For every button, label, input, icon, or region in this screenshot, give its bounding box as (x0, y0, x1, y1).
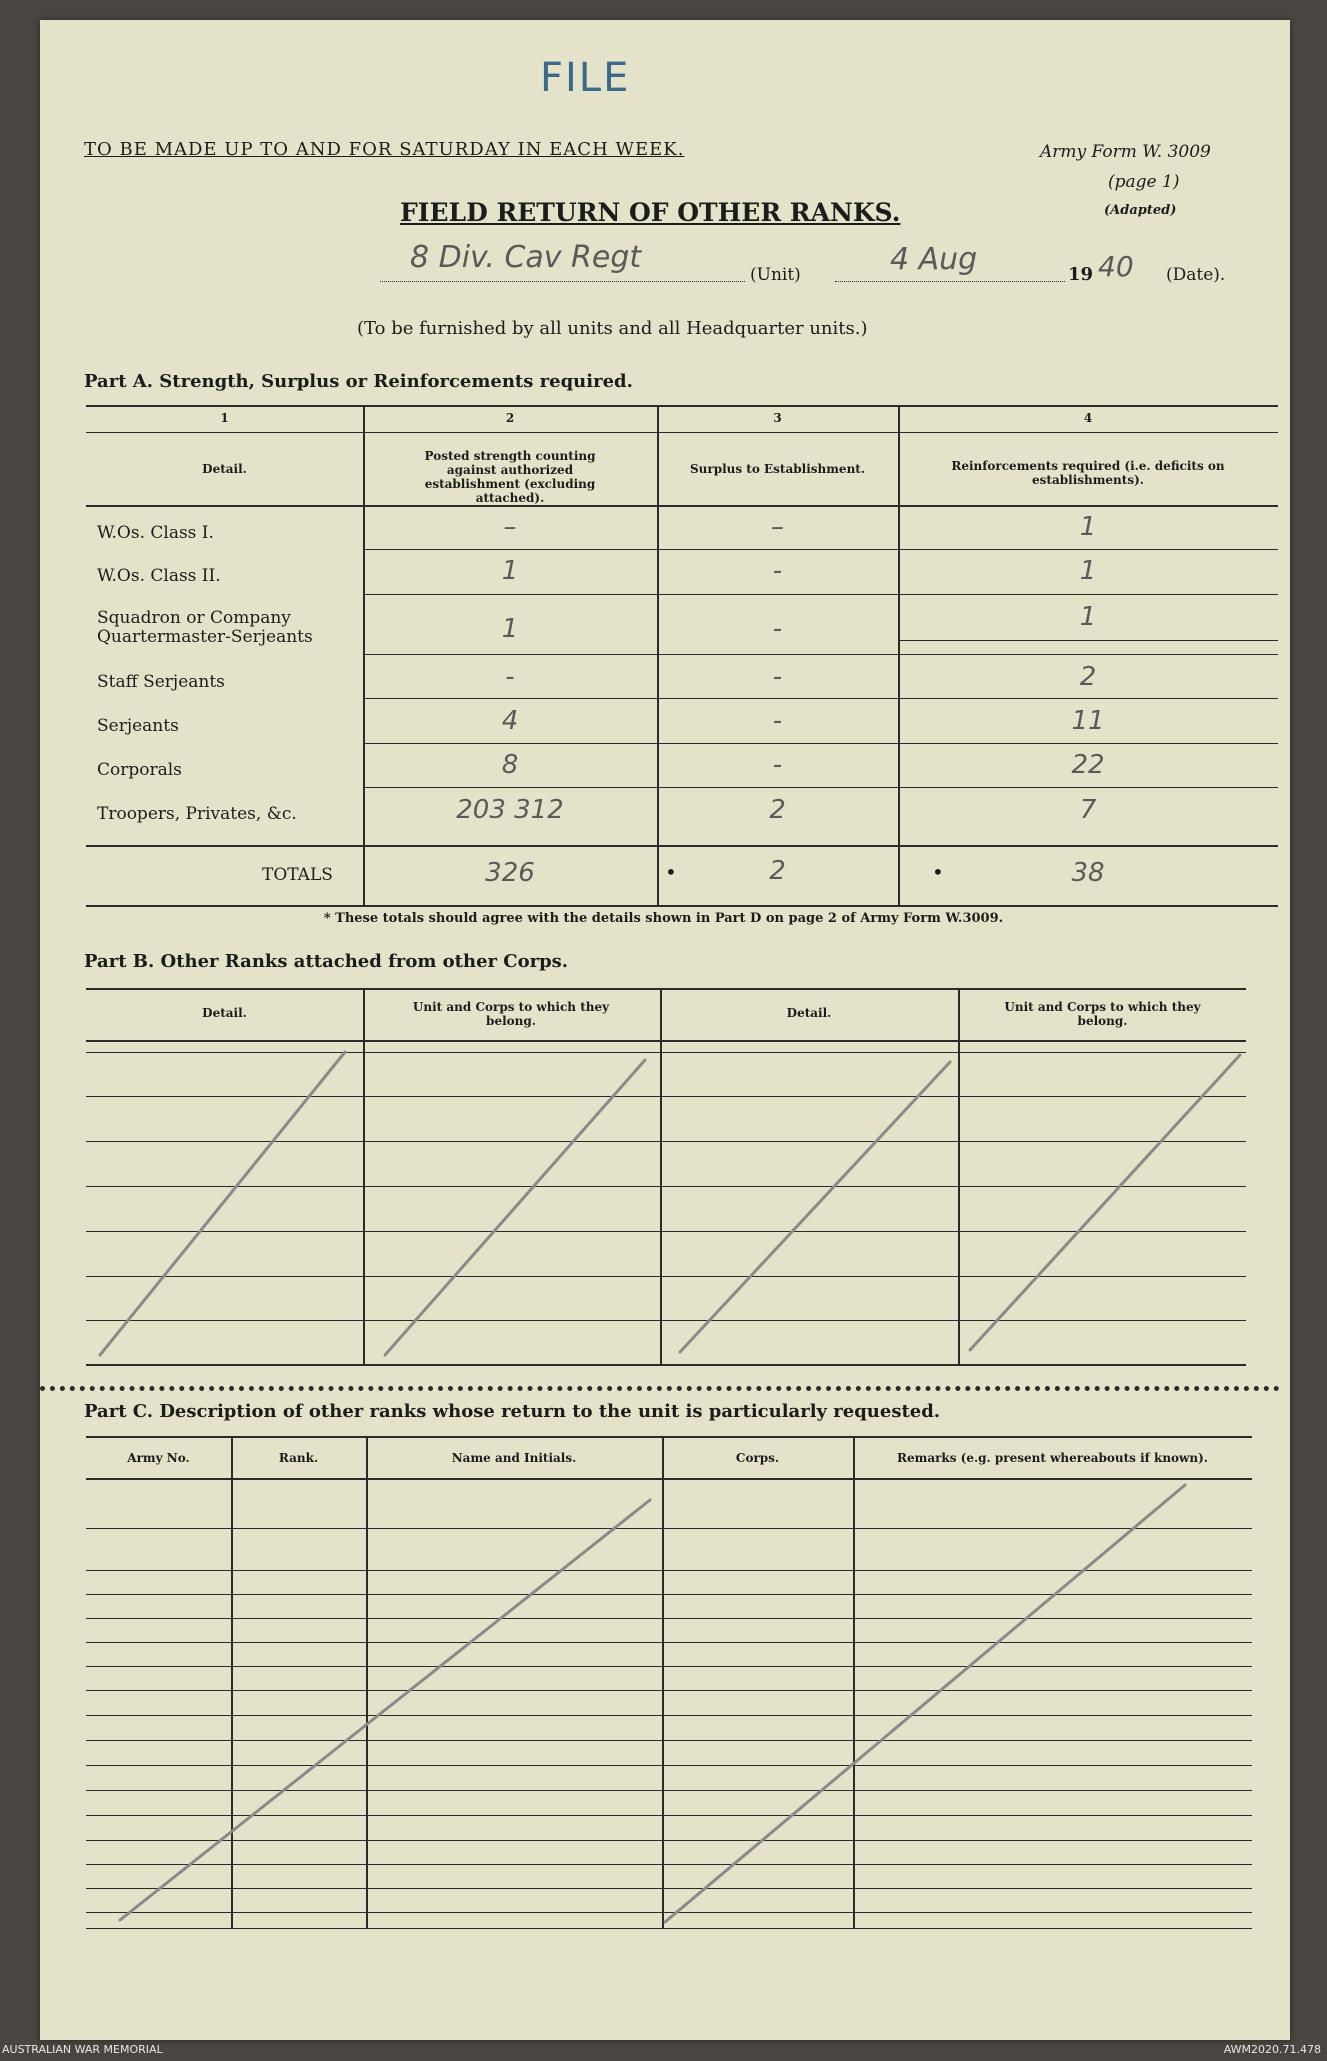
part-b-header-detail-2: Detail. (786, 1006, 832, 1020)
part-a-colnum-2: 2 (505, 411, 515, 425)
instruction-heading: TO BE MADE UP TO AND FOR SATURDAY IN EACH WEEK. (84, 139, 685, 160)
total-posted: 326 (485, 858, 535, 888)
form-title: FIELD RETURN OF OTHER RANKS. (400, 198, 901, 227)
part-b-title: Part B. Other Ranks attached from other Corps. (84, 951, 569, 972)
corporals-surplus: - (772, 750, 783, 780)
row-label-serjeants: Serjeants (97, 716, 179, 736)
part-c-header-name: Name and Initials. (451, 1451, 577, 1465)
part-c-header-rank: Rank. (278, 1451, 319, 1465)
wo1-posted: – (503, 512, 517, 542)
footer-right-caption: AWM2020.71.478 (1223, 2043, 1321, 2056)
troopers-surplus: 2 (769, 795, 786, 825)
wo1-reinf: 1 (1079, 512, 1097, 542)
year-prefix: 19 (1068, 264, 1094, 285)
part-a-title: Part A. Strength, Surplus or Reinforcements required. (84, 371, 633, 392)
handwritten-file-note: FILE (540, 55, 631, 101)
part-a-header-reinforcements: Reinforcements required (i.e. deficits on establishments). (951, 459, 1225, 487)
footer-left-caption: AUSTRALIAN WAR MEMORIAL (2, 2043, 163, 2056)
row-label-troopers: Troopers, Privates, &c. (97, 804, 297, 824)
part-b-header-unit-corps-2: Unit and Corps to which they belong. (1004, 1000, 1201, 1028)
wo2-posted: 1 (501, 556, 519, 586)
row-label-staff-serjeants: Staff Serjeants (97, 672, 225, 692)
total-surplus: 2 (769, 856, 786, 886)
adapted-note: (Adapted) (1104, 203, 1177, 218)
part-c-title: Part C. Description of other ranks whose return to the unit is particularly requested. (84, 1401, 941, 1422)
row-label-wo2: W.Os. Class II. (97, 566, 221, 586)
part-a-colnum-3: 3 (773, 411, 782, 425)
date-value: 4 Aug (890, 242, 978, 277)
unit-label: (Unit) (750, 265, 801, 285)
serjeants-surplus: - (772, 706, 783, 736)
troopers-reinf: 7 (1079, 795, 1097, 825)
row-label-corporals: Corporals (97, 760, 182, 780)
corporals-reinf: 22 (1071, 750, 1105, 780)
surplus-total-asterisk: • (665, 860, 677, 884)
part-a-header-detail: Detail. (202, 462, 247, 476)
wo2-surplus: - (772, 556, 783, 586)
troopers-posted: 203 312 (456, 795, 564, 825)
part-c-header-corps: Corps. (735, 1451, 780, 1465)
part-a-header-posted: Posted strength counting against authorized establishment (excluding attached). (424, 449, 596, 505)
row-label-wo1: W.Os. Class I. (97, 523, 214, 543)
staff-serjeants-surplus: - (772, 662, 783, 692)
totals-note: * These totals should agree with the details shown in Part D on page 2 of Army Form W.3009. (323, 911, 1004, 926)
serjeants-reinf: 11 (1071, 706, 1105, 736)
date-label: (Date). (1166, 265, 1226, 285)
staff-serjeants-posted: - (505, 662, 515, 692)
part-b-header-detail-1: Detail. (202, 1006, 247, 1020)
totals-label: TOTALS (262, 865, 333, 885)
wo2-reinf: 1 (1079, 556, 1097, 586)
furnished-note: (To be furnished by all units and all Headquarter units.) (357, 318, 868, 339)
cqms-surplus: - (772, 614, 783, 644)
total-reinf: 38 (1071, 858, 1105, 888)
page-reference: (page 1) (1108, 172, 1180, 192)
row-label-cqms: Squadron or Company Quartermaster-Serjeants (97, 608, 313, 647)
cqms-posted: 1 (501, 614, 519, 644)
staff-serjeants-reinf: 2 (1079, 662, 1097, 692)
part-c-header-remarks: Remarks (e.g. present whereabouts if known). (897, 1451, 1208, 1465)
cqms-reinf: 1 (1079, 602, 1097, 632)
part-c-header-army-no: Army No. (127, 1451, 190, 1465)
year-suffix: 40 (1098, 250, 1134, 283)
form-ref-text: Army Form W. 3009 (1040, 142, 1211, 162)
wo1-surplus: – (771, 512, 784, 542)
part-b-header-unit-corps-1: Unit and Corps to which they belong. (412, 1000, 610, 1028)
reinf-total-asterisk: • (932, 860, 944, 884)
serjeants-posted: 4 (501, 706, 519, 736)
part-a-colnum-1: 1 (220, 411, 229, 425)
part-a-colnum-4: 4 (1083, 411, 1093, 425)
unit-value: 8 Div. Cav Regt (410, 240, 642, 275)
part-a-header-surplus: Surplus to Establishment. (689, 462, 866, 476)
corporals-posted: 8 (501, 750, 519, 780)
